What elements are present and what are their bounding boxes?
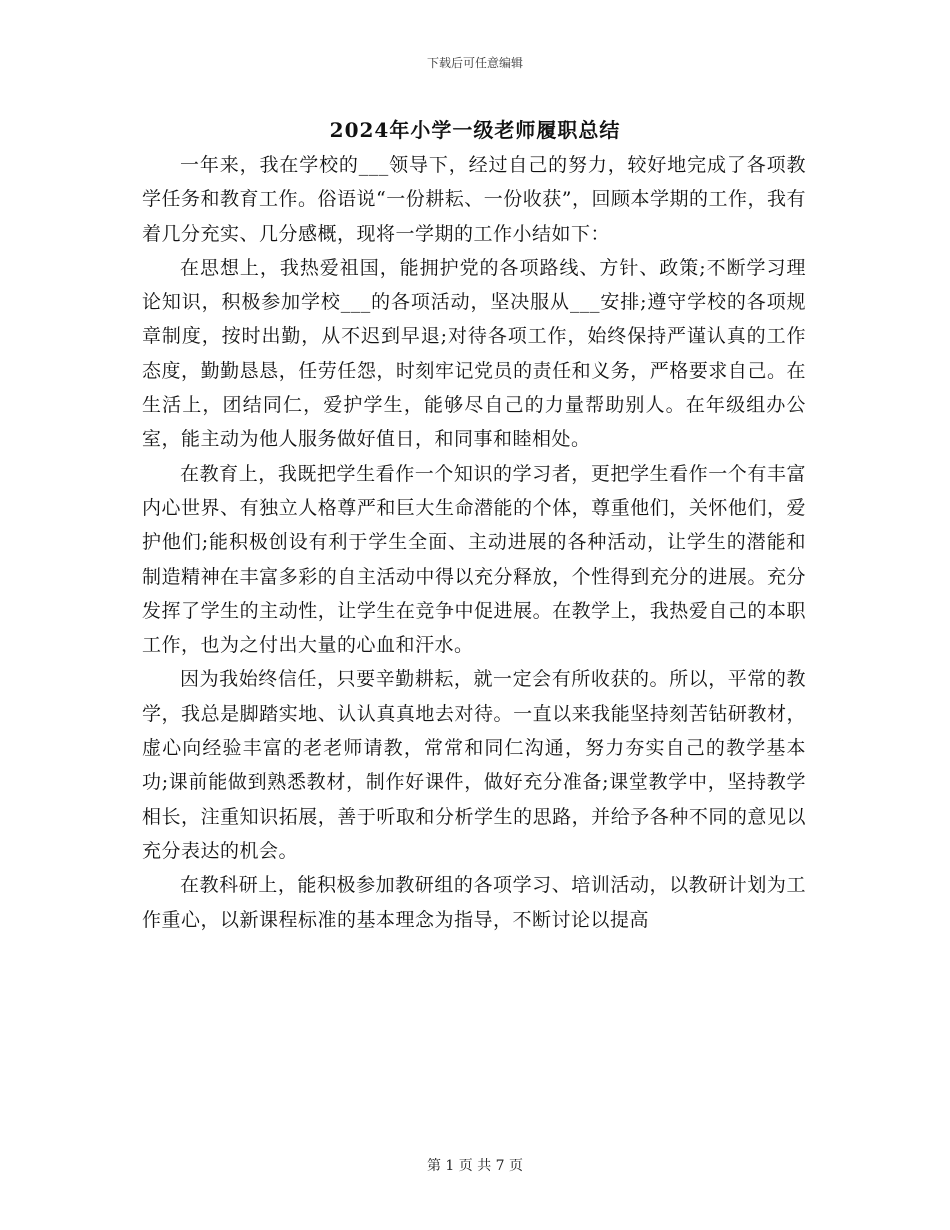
paragraph-intro: 一年来，我在学校的___领导下，经过自己的努力，较好地完成了各项教学任务和教育工作。俗语说“一份耕耘、一份收获”，回顾本学期的工作，我有着几分充实、几分感概，现将一学期的工作小结如下： bbox=[142, 154, 806, 245]
page-number: 第 1 页 共 7 页 bbox=[426, 1158, 524, 1174]
paragraph-education: 在教育上，我既把学生看作一个知识的学习者，更把学生看作一个有丰富内心世界、有独立人格尊严和巨大生命潜能的个体，尊重他们，关怀他们，爱护他们;能积极创设有利于学生全面、主动进展的各种活动，让学生的潜能和制造精神在丰富多彩的自主活动中得以充分释放，个性得到充分的进展。充分发挥了学生的主动性，让学生在竞争中促进展。在教学上，我热爱自己的本职工作，也为之付出大量的心血和汗水。 bbox=[142, 462, 806, 657]
paragraph-thought: 在思想上，我热爱祖国，能拥护党的各项路线、方针、政策;不断学习理论知识，积极参加学校___的各项活动，坚决服从___安排;遵守学校的各项规章制度，按时出勤，从不迟到早退;对待各项工作，始终保持严谨认真的工作态度，勤勤恳恳，任劳任怨，时刻牢记党员的责任和义务，严格要求自己。在生活上，团结同仁，爱护学生，能够尽自己的力量帮助别人。在年级组办公室，能主动为他人服务做好值日，和同事和睦相处。 bbox=[142, 256, 806, 451]
paragraph-teaching: 因为我始终信任，只要辛勤耕耘，就一定会有所收获的。所以，平常的教学，我总是脚踏实地、认认真真地去对待。一直以来我能坚持刻苦钻研教材，虚心向经验丰富的老老师请教，常常和同仁沟通，努力夯实自己的教学基本功;课前能做到熟悉教材，制作好课件，做好充分准备;课堂教学中，坚持教学相长，注重知识拓展，善于听取和分析学生的思路，并给予各种不同的意见以充分表达的机会。 bbox=[142, 668, 806, 862]
document-body bbox=[142, 148, 806, 937]
document-title: 2024年小学一级老师履职总结 bbox=[329, 118, 621, 142]
header-note: 下载后可任意编辑 bbox=[426, 56, 523, 70]
paragraph-research: 在教科研上，能积极参加教研组的各项学习、培训活动，以教研计划为工作重心，以新课程标准的基本理念为指导，不断讨论以提高 bbox=[142, 874, 806, 931]
